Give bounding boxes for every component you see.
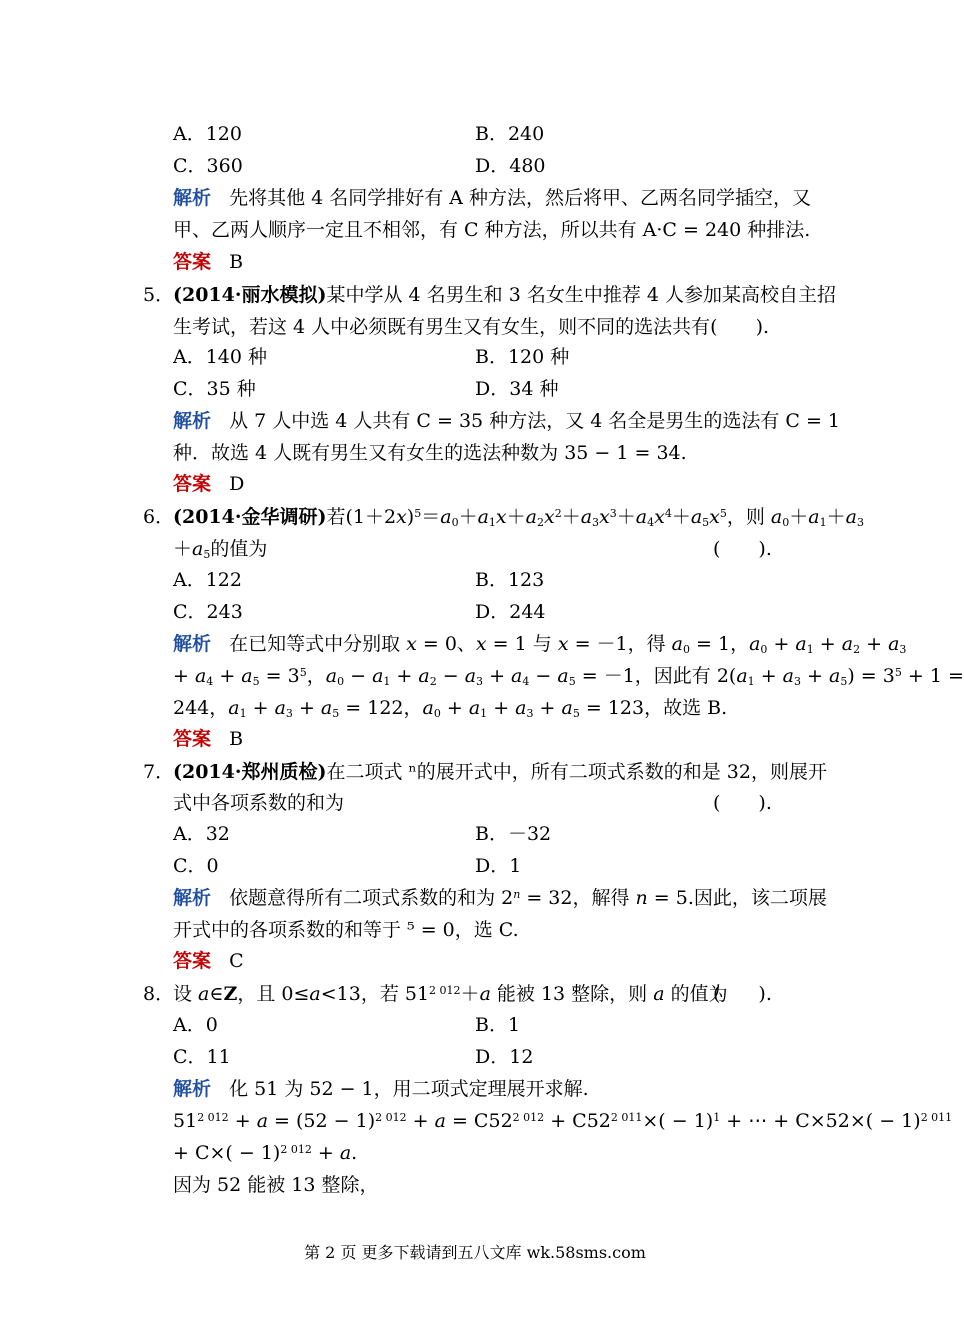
q4-analysis-line-2: 甲、乙两人顺序一定且不相邻，有 C 种方法，所以共有 A·C = 240 种排法.	[173, 219, 811, 241]
answer-tag: 答案	[173, 251, 212, 273]
q4-option-c: C．360	[173, 155, 243, 177]
q7-number: 7．	[143, 761, 175, 783]
q7-stem-line-1	[173, 760, 827, 784]
q5-number: 5．	[143, 284, 175, 306]
q4-option-b: B．240	[475, 123, 545, 145]
q7-answer	[173, 949, 244, 973]
q8-number: 8．	[143, 983, 175, 1005]
q4-analysis-line-1	[173, 186, 811, 210]
q4-option-a: A．120	[173, 123, 242, 145]
q7-source: (2014·郑州质检)	[173, 761, 327, 783]
q5-stem-line-2: 生考试，若这 4 人中必须既有男生又有女生，则不同的选法共有( ).	[173, 316, 770, 338]
q4-option-d: D．480	[475, 155, 546, 177]
q7-stem-text: 在二项式 ⁿ的展开式中，所有二项式系数的和是 32，则展开	[326, 761, 827, 783]
q6-stem-line-2: $+a_5$的值为	[173, 538, 268, 561]
q6-analysis-line-1	[173, 632, 906, 656]
analysis-text: 先将其他 4 名同学排好有 A 种方法，然后将甲、乙两名同学插空，又	[229, 187, 812, 209]
answer-value: B	[229, 728, 244, 750]
q8-option-a: A．0	[173, 1014, 218, 1036]
page-footer: 第 2 页 更多下载请到五八文库 wk.58sms.com	[304, 1243, 646, 1262]
q6-option-b: B．123	[475, 569, 545, 591]
q7-option-a: A．32	[173, 823, 230, 845]
q8-stem: 设 a∈Z，且 0≤a<13，若 $51^{2 012}+a$ 能被 13 整除，则 a 的值为	[173, 983, 728, 1005]
q7-option-d: D．1	[475, 855, 522, 877]
q7-analysis-line-2: 开式中的各项系数的和等于 ⁵ = 0，选 C.	[173, 919, 519, 941]
q6-analysis-line-2: + $a_4 + a_5 = 3^5$，$a_0 - a_1 + a_2 - a_3 + a_4 - a_5 = -1$，因此有 $2(a_1 + a_3 + a_5) = 3^5 + 1$ =	[173, 665, 964, 688]
q5-source: (2014·丽水模拟)	[173, 284, 327, 306]
analysis-tag: 解析	[173, 187, 212, 209]
q6-number: 6．	[143, 506, 175, 528]
answer-tag: 答案	[173, 950, 212, 972]
q8-analysis-line-4: 因为 52 能被 13 整除，	[173, 1174, 379, 1196]
q6-stem-formula: 若$(1+2x)^5=a_0+a_1x+a_2x^2+a_3x^3+a_4x^4+a_5x^5$，则 $a_0+a_1+a_3$	[326, 506, 864, 529]
q8-answer-blank: ( ).	[713, 983, 772, 1005]
q8-option-b: B．1	[475, 1014, 521, 1036]
q8-option-c: C．11	[173, 1046, 231, 1068]
analysis-text: 依题意得所有二项式系数的和为 $2^n = 32$，解得 n = 5.因此，该二项展	[229, 887, 827, 909]
q5-stem-line-1	[173, 283, 836, 307]
analysis-text: 从 7 人中选 4 人共有 C = 35 种方法，又 4 名全是男生的选法有 C = 1	[229, 410, 841, 432]
q7-answer-blank: ( ).	[713, 792, 772, 814]
q6-option-c: C．243	[173, 601, 243, 623]
q5-analysis-line-2: 种．故选 4 人既有男生又有女生的选法种数为 35 − 1 = 34.	[173, 442, 687, 464]
q5-option-d: D．34 种	[475, 378, 559, 400]
analysis-tag: 解析	[173, 1078, 212, 1100]
q6-stem-line-1	[173, 505, 864, 529]
analysis-tag: 解析	[173, 410, 212, 432]
answer-value: B	[229, 251, 244, 273]
q7-option-b: B．－32	[475, 823, 552, 845]
q6-answer	[173, 727, 243, 751]
analysis-text: 在已知等式中分别取 x = 0、x = 1 与 x = －1，得 $a_0 = 1$，$a_0 + a_1 + a_2 + a_3$	[229, 633, 907, 656]
q6-option-a: A．122	[173, 569, 242, 591]
analysis-text: 化 51 为 52 − 1，用二项式定理展开求解.	[229, 1078, 589, 1100]
q5-answer	[173, 472, 244, 496]
q6-source: (2014·金华调研)	[173, 506, 327, 528]
analysis-tag: 解析	[173, 887, 212, 909]
answer-tag: 答案	[173, 473, 212, 495]
answer-tag: 答案	[173, 728, 212, 750]
q7-analysis-line-1	[173, 886, 827, 910]
q8-analysis-line-1	[173, 1077, 589, 1101]
q5-stem-text: 某中学从 4 名男生和 3 名女生中推荐 4 人参加某高校自主招	[326, 284, 836, 306]
q6-answer-blank: ( ).	[713, 538, 772, 560]
q5-analysis-line-1	[173, 409, 840, 433]
q4-answer	[173, 250, 243, 274]
answer-value: D	[229, 473, 245, 495]
q5-option-a: A．140 种	[173, 346, 268, 368]
q8-option-d: D．12	[475, 1046, 534, 1068]
q6-analysis-line-3: 244，$a_1 + a_3 + a_5 = 122$，$a_0 + a_1 + a_3 + a_5 = 123$，故选 B.	[173, 697, 728, 720]
answer-value: C	[229, 950, 244, 972]
q8-analysis-line-3: + $C\times( - 1)^{2 012} + a$.	[173, 1142, 358, 1164]
q5-option-b: B．120 种	[475, 346, 570, 368]
q6-option-d: D．244	[475, 601, 546, 623]
q7-stem-line-2: 式中各项系数的和为	[173, 792, 345, 814]
q5-option-c: C．35 种	[173, 378, 256, 400]
analysis-tag: 解析	[173, 633, 212, 655]
q7-option-c: C．0	[173, 855, 219, 877]
q8-analysis-line-2: $51^{2 012} + a = (52 - 1)^{2 012} + a = C52^{2 012} + C52^{2 011}\times( - 1)^1$ + ⋯ + $C\times 52\times( - 1)^{2 011}$	[173, 1110, 953, 1132]
